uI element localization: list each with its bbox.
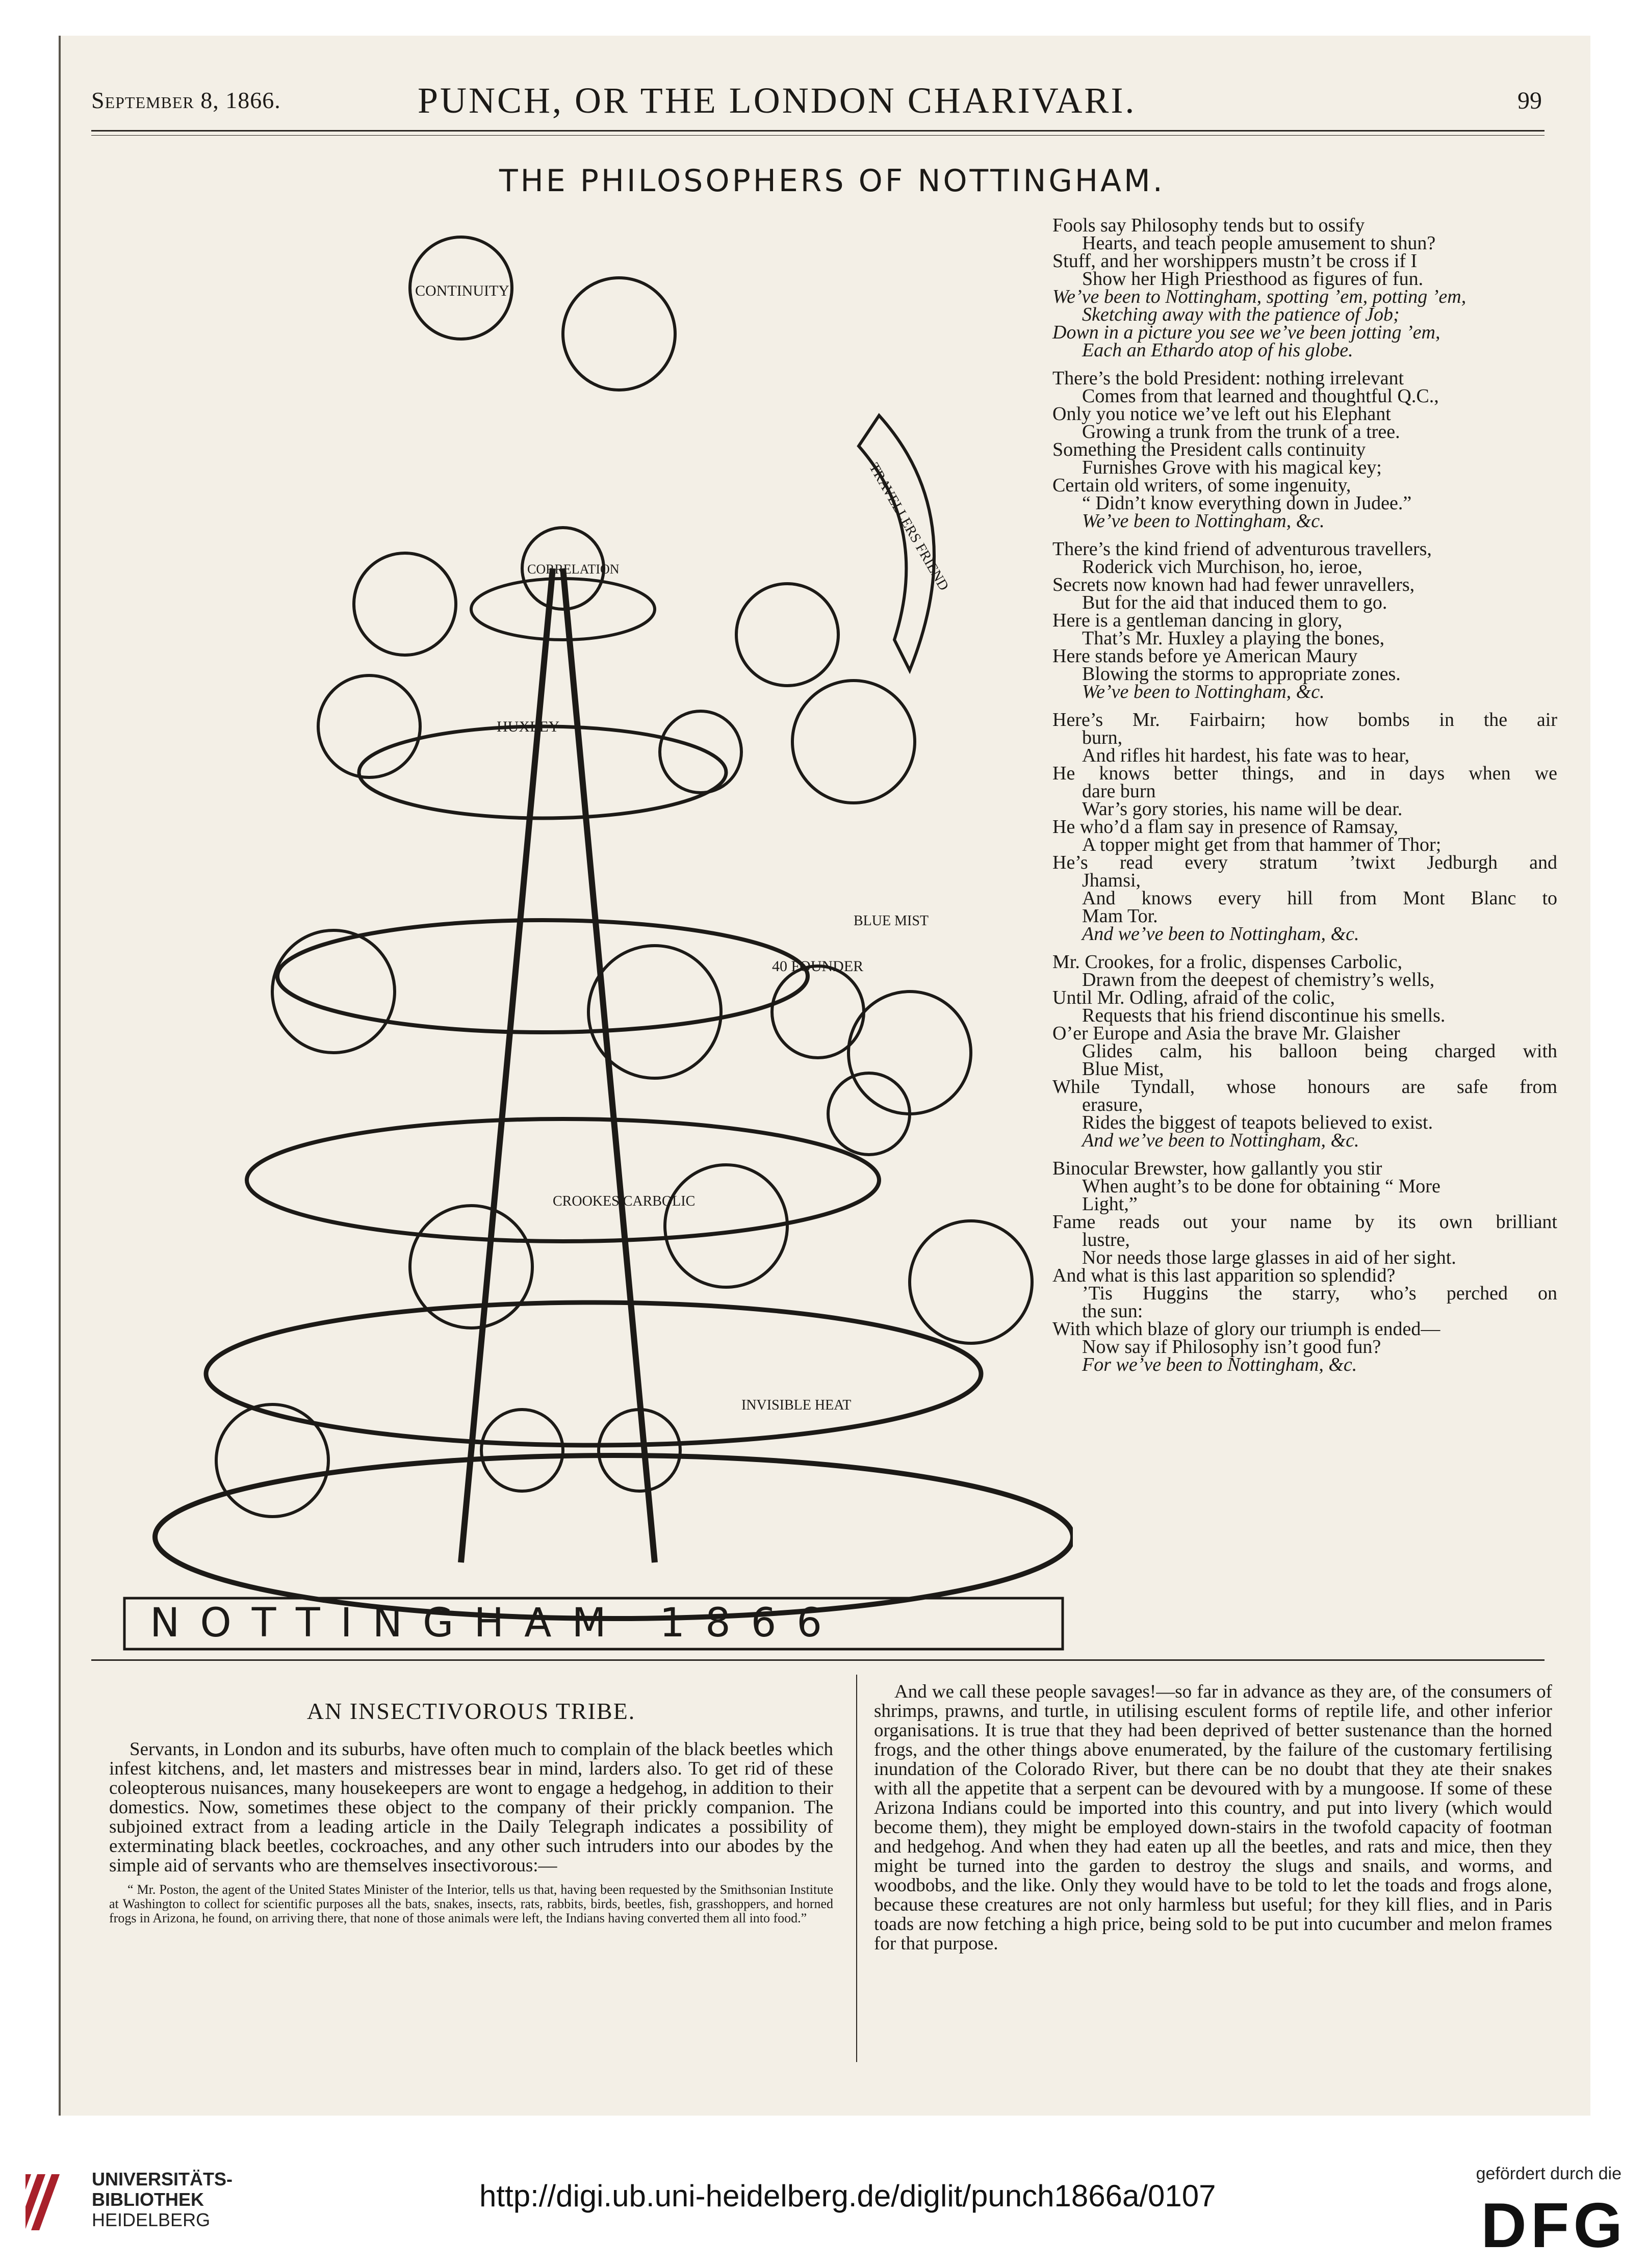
header-rule — [91, 130, 1545, 132]
poem-line: War’s gory stories, his name will be dear. — [1082, 798, 1403, 820]
poem-line: ’Tis Huggins the starry, who’s perched on — [1082, 1283, 1557, 1304]
poem-line: Growing a trunk from the trunk of a tree. — [1082, 421, 1400, 442]
poem-line: But for the aid that induced them to go. — [1082, 592, 1387, 613]
poem-line: erasure, — [1082, 1094, 1143, 1115]
column-rule — [856, 1675, 857, 2062]
poem-line: O’er Europe and Asia the brave Mr. Glaisher — [1052, 1023, 1400, 1044]
poem-line: For we’ve been to Nottingham, &c. — [1082, 1354, 1357, 1375]
poem-line: Each an Ethardo atop of his globe. — [1082, 340, 1353, 361]
poem-line: Here stands before ye American Maury — [1052, 645, 1358, 667]
library-name-line-3: HEIDELBERG — [92, 2209, 211, 2230]
digitization-footer — [0, 2149, 1647, 2268]
university-library-logo — [25, 2159, 76, 2240]
article-paragraph-1: Servants, in London and its suburbs, have often much to complain of the black beetles which infest kitchens, and, let masters and mistresses bear in mind, larders also. To get rid of these coleopterous nuisances, many housekeepers are wont to engage a hedgehog, in addition to their domestics. Now, sometimes these object to the company of their prickly companion. The subjoined extract from a leading article in the Daily Telegraph indicates a possibility of exterminating black beetles, cockroaches, and any other such intruders into our abodes by the simple aid of servants who are themselves insectivorous:— — [109, 1739, 833, 1876]
poem-line: And what is this last apparition so splendid? — [1052, 1265, 1396, 1286]
poem-stanza — [1052, 540, 1557, 701]
poem-line: the sun: — [1082, 1300, 1143, 1322]
poem-line: When aught’s to be done for obtaining “ More — [1082, 1176, 1440, 1197]
poem-line: Binocular Brewster, how gallantly you stir — [1052, 1158, 1382, 1179]
poem-line: Here’s Mr. Fairbairn; how bombs in the air — [1052, 709, 1557, 731]
poem-line: dare burn — [1082, 780, 1156, 802]
poem-line: Mr. Crookes, for a frolic, dispenses Carbolic, — [1052, 951, 1402, 973]
cartoon-label-continuity: CONTINUITY — [415, 282, 509, 299]
poem-line: Here is a gentleman dancing in glory, — [1052, 610, 1343, 631]
poem-line: Requests that his friend discontinue his smells. — [1082, 1005, 1446, 1026]
poem-line: Down in a picture you see we’ve been jotting ’em, — [1052, 322, 1440, 343]
issue-date: September 8, 1866. — [91, 87, 281, 113]
cartoon-label-huxley: HUXLEY — [497, 718, 560, 735]
poem-line: Fools say Philosophy tends but to ossify — [1052, 215, 1365, 236]
poem-line: Blowing the storms to appropriate zones. — [1082, 663, 1401, 685]
library-name-line-1: UNIVERSITÄTS- — [92, 2169, 233, 2189]
poem-line: There’s the bold President: nothing irrelevant — [1052, 368, 1404, 389]
poem-line: Stuff, and her worshippers mustn’t be cross if I — [1052, 250, 1418, 272]
poem-line: Hearts, and teach people amusement to shun? — [1082, 232, 1436, 254]
poem-line: With which blaze of glory our triumph is ended— — [1052, 1318, 1440, 1340]
poem-line: We’ve been to Nottingham, &c. — [1082, 510, 1325, 532]
poem-line: Light,” — [1082, 1193, 1138, 1215]
poem-line: And we’ve been to Nottingham, &c. — [1082, 1130, 1359, 1151]
poem-line: Fame reads out your name by its own brilliant — [1052, 1211, 1557, 1233]
poem-line: He’s read every stratum ’twixt Jedburgh and — [1052, 852, 1557, 873]
poem-line: lustre, — [1082, 1229, 1130, 1250]
poem-stanza — [1052, 1160, 1557, 1374]
cartoon-illustration — [104, 212, 1073, 1664]
poem-line: We’ve been to Nottingham, &c. — [1082, 681, 1325, 702]
cartoon-title: THE PHILOSOPHERS OF NOTTINGHAM. — [499, 163, 1165, 199]
poem-line: Jhamsi, — [1082, 870, 1141, 891]
poem-line: Until Mr. Odling, afraid of the colic, — [1052, 987, 1335, 1008]
poem-line: Secrets now known had had fewer unravellers, — [1052, 574, 1415, 595]
cartoon-label-founder: 40 FOUNDER — [772, 958, 864, 975]
poem-line: Only you notice we’ve left out his Elephant — [1052, 403, 1391, 425]
dfg-logo: DFG — [1481, 2191, 1627, 2261]
poem-line: Mam Tor. — [1082, 905, 1158, 927]
article-paragraph-2: And we call these people savages!—so far in advance as they are, of the consumers of shrimps, prawns, and turtle, in utilising esculent forms of reptile life, and other inferior organisations. It is true that they had been deprived of better sustenance than the horned frogs, and the other things above enumerated, by the failure of the customary fertilising inundation of the Colorado River, but there can be no doubt that they ate their snakes with all the appetite that a serpent can be devoured with by a mungoose. If some of these Arizona Indians could be imported into this country, and put into livery (which would become them), they might be employed down-stairs in the twofold capacity of footman and hedgehog. And when they had eaten up all the beetles, and rats and mice, then they might be turned into the garden to destroy the slugs and snails, and worms, and woodbobs, and the like. Only they would have to be told to let the toads and frogs alone, because these creatures are not only harmless but useful; for they kill flies, and in Paris toads are now fetching a high price, being sold to be put into cucumber and melon frames for that purpose. — [874, 1681, 1552, 1954]
poem-line: Certain old writers, of some ingenuity, — [1052, 475, 1351, 496]
poem-line: Glides calm, his balloon being charged with — [1082, 1040, 1557, 1062]
poem-stanza — [1052, 953, 1557, 1150]
poem-line: Drawn from the deepest of chemistry’s wells, — [1082, 969, 1435, 990]
header-rule-thin — [91, 135, 1545, 136]
poem-stanza — [1052, 711, 1557, 943]
article-title: AN INSECTIVOROUS TRIBE. — [306, 1698, 636, 1724]
poem-line: Show her High Priesthood as figures of fun. — [1082, 268, 1424, 290]
poem-line: Sketching away with the patience of Job; — [1082, 304, 1400, 325]
cartoon-label-invisible-heat: INVISIBLE HEAT — [741, 1397, 852, 1413]
poem-stanza — [1052, 370, 1557, 530]
cartoon-label-correlation: CORRELATION — [527, 562, 620, 577]
poem-line: There’s the kind friend of adventurous travellers, — [1052, 538, 1432, 560]
poem-line: Nor needs those large glasses in aid of her sight. — [1082, 1247, 1456, 1268]
cartoon-label-crookes-carbolic: CROOKES CARBOLIC — [553, 1193, 696, 1209]
poem-line: Now say if Philosophy isn’t good fun? — [1082, 1336, 1381, 1358]
poem-line: Rides the biggest of teapots believed to exist. — [1082, 1112, 1433, 1133]
poem-line: “ Didn’t know everything down in Judee.” — [1082, 492, 1412, 514]
poem-line: burn, — [1082, 727, 1123, 748]
poem-line: Roderick vich Murchison, ho, ieroe, — [1082, 556, 1362, 578]
funder-label: gefördert durch die — [1476, 2164, 1622, 2183]
newspaper-page — [59, 36, 1590, 2116]
poem-stanza — [1052, 217, 1557, 359]
poem-line: Blue Mist, — [1082, 1058, 1164, 1080]
section-rule — [91, 1659, 1545, 1661]
poem-line: He knows better things, and in days when we — [1052, 763, 1557, 784]
publication-title: PUNCH, OR THE LONDON CHARIVARI. — [418, 80, 1137, 121]
poem-line: Comes from that learned and thoughtful Q.C., — [1082, 385, 1439, 407]
cartoon-base-caption: NOTTINGHAM 1866 — [150, 1600, 843, 1646]
poem-line: While Tyndall, whose honours are safe from — [1052, 1076, 1557, 1098]
library-name-line-2: BIBLIOTHEK — [92, 2189, 204, 2210]
poem-line: That’s Mr. Huxley a playing the bones, — [1082, 628, 1385, 649]
poem-line: And we’ve been to Nottingham, &c. — [1082, 923, 1359, 945]
poem-line: Something the President calls continuity — [1052, 439, 1366, 460]
article-quote: “ Mr. Poston, the agent of the United States Minister of the Interior, tells us that, having been requested by the Smithsonian Institute at Washington to collect for scientific purposes all the bats, snakes, insects, rats, rabbits, birds, beetles, fish, grasshoppers, and horned frogs in Arizona, he found, on arriving there, that none of those animals were left, the Indians having converted them all into food.” — [109, 1882, 833, 1925]
poem-line: He who’d a flam say in presence of Ramsay, — [1052, 816, 1399, 838]
cartoon-label-blue-mist: BLUE MIST — [854, 913, 929, 929]
article-left-column — [109, 1682, 833, 1925]
poem-line: A topper might get from that hammer of Thor; — [1082, 834, 1442, 855]
poem — [1052, 217, 1557, 1384]
poem-line: Furnishes Grove with his magical key; — [1082, 457, 1382, 478]
page-number: 99 — [1517, 87, 1542, 114]
cartoon-label-travellers-friend: TRAVELLERS FRIEND — [865, 460, 952, 593]
poem-line: And knows every hill from Mont Blanc to — [1082, 888, 1557, 909]
permalink-url[interactable]: http://digi.ub.uni-heidelberg.de/diglit/punch1866a/0107 — [479, 2179, 1216, 2213]
poem-line: We’ve been to Nottingham, spotting ’em, potting ’em, — [1052, 286, 1466, 307]
article-right-column — [874, 1682, 1552, 1953]
running-head — [61, 80, 1590, 127]
library-name — [92, 2169, 233, 2230]
poem-line: And rifles hit hardest, his fate was to hear, — [1082, 745, 1410, 766]
